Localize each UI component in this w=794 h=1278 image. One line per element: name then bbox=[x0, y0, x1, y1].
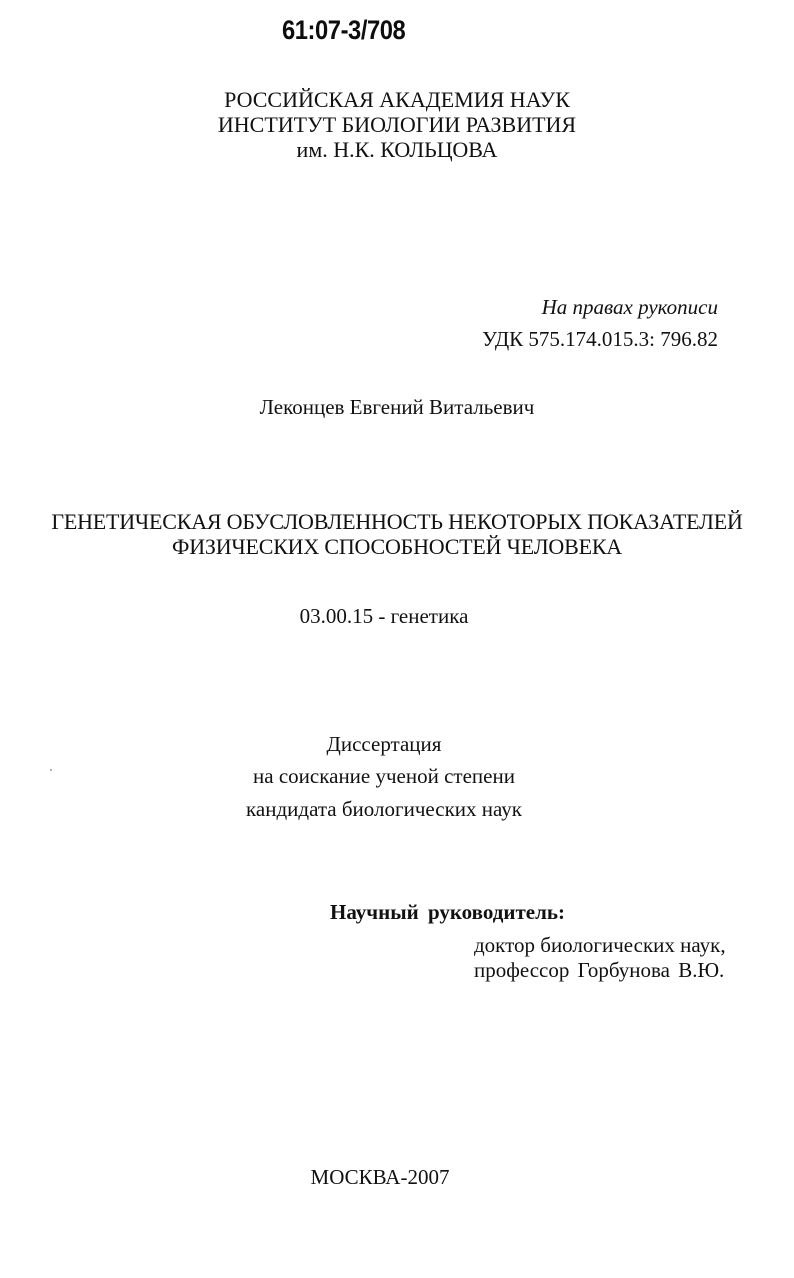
manuscript-rights-note: На правах рукописи bbox=[541, 295, 718, 319]
advisor-heading: Научный руководитель: bbox=[330, 900, 565, 924]
thesis-title-line-2: ФИЗИЧЕСКИХ СПОСОБНОСТЕЙ ЧЕЛОВЕКА bbox=[172, 534, 622, 559]
thesis-title-line-1: ГЕНЕТИЧЕСКАЯ ОБУСЛОВЛЕННОСТЬ НЕКОТОРЫХ ПОКАЗАТЕЛЕЙ bbox=[51, 509, 743, 534]
degree-line-1: на соискание ученой степени bbox=[253, 764, 515, 788]
advisor-degree: доктор биологических наук, bbox=[474, 933, 726, 957]
institution-line-academy: РОССИЙСКАЯ АКАДЕМИЯ НАУК bbox=[224, 87, 570, 112]
advisor-name: профессор Горбунова В.Ю. bbox=[474, 958, 725, 982]
institution-line-institute: ИНСТИТУТ БИОЛОГИИ РАЗВИТИЯ bbox=[217, 112, 577, 137]
place-and-year: МОСКВА-2007 bbox=[310, 1165, 450, 1189]
udc-code: УДК 575.174.015.3: 796.82 bbox=[482, 327, 718, 351]
archive-stamp-code: 61:07-3/708 bbox=[282, 15, 406, 45]
scan-speck bbox=[50, 769, 52, 771]
author-name: Леконцев Евгений Витальевич bbox=[259, 395, 535, 419]
dissertation-label: Диссертация bbox=[326, 732, 442, 756]
institution-line-name: им. Н.К. КОЛЬЦОВА bbox=[296, 137, 498, 162]
specialty-code: 03.00.15 - генетика bbox=[299, 604, 469, 628]
degree-line-2: кандидата биологических наук bbox=[246, 797, 522, 821]
